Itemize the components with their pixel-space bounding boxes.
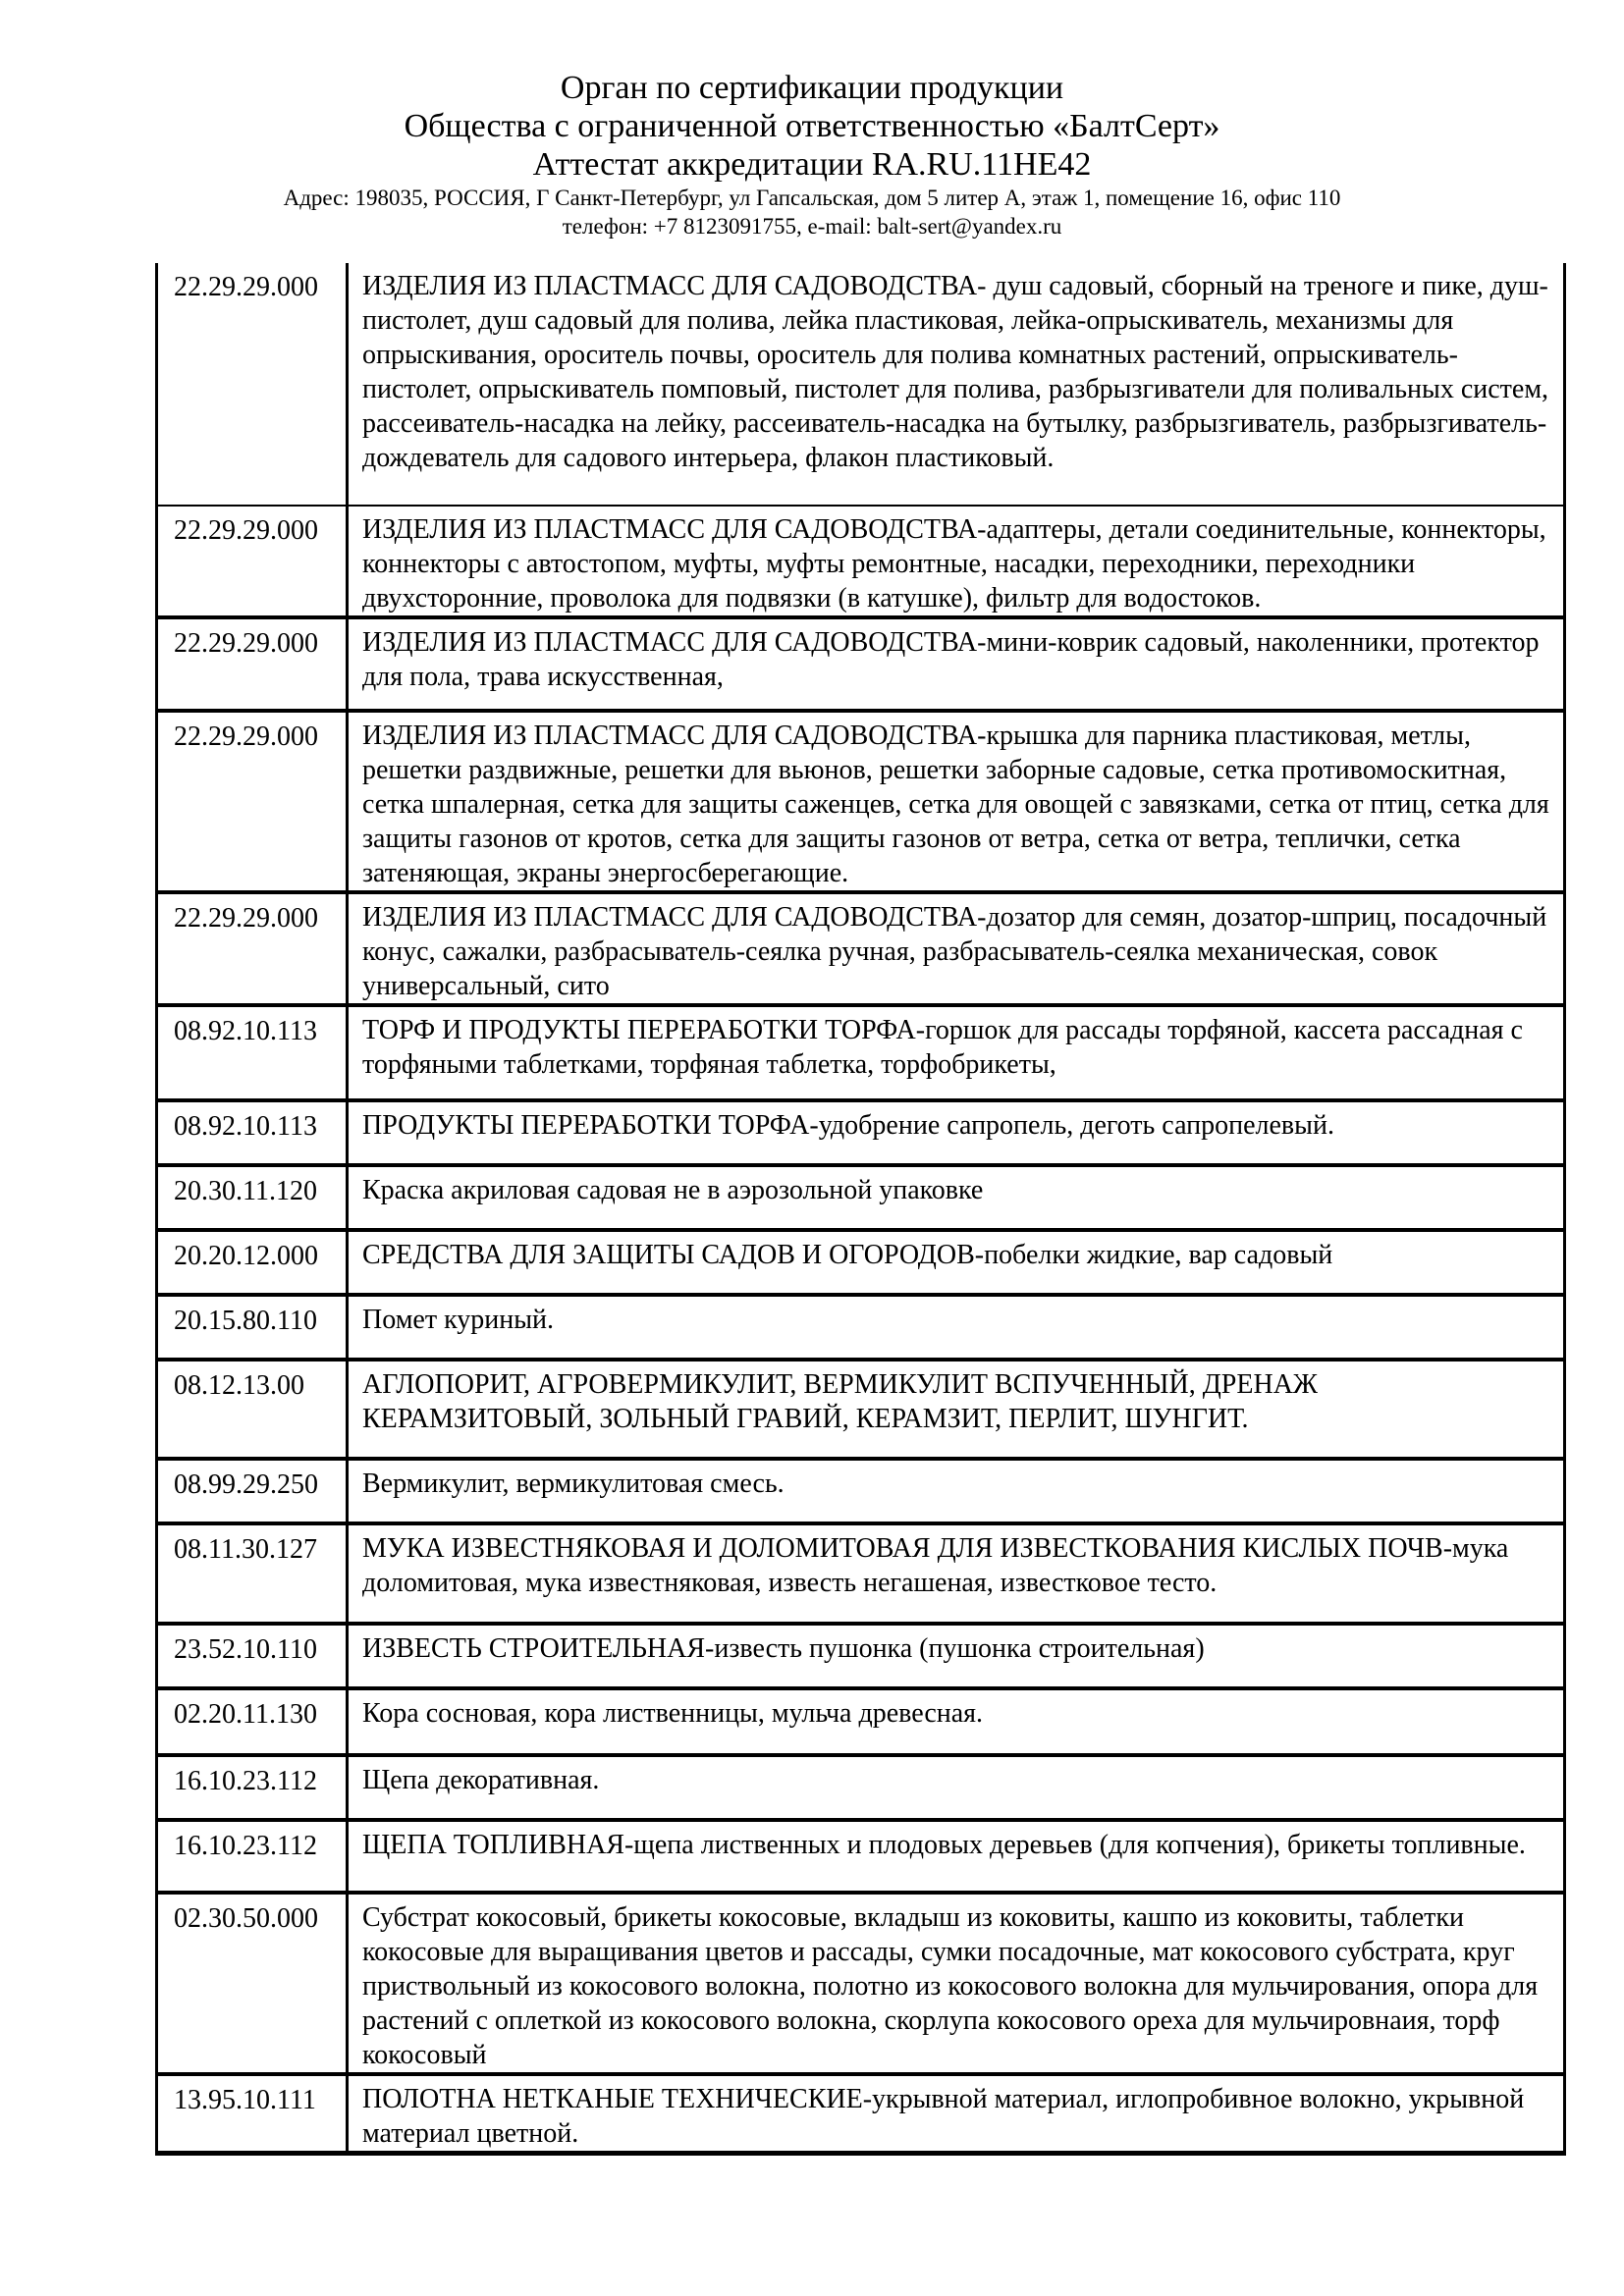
code-cell: 20.30.11.120 <box>155 1167 349 1228</box>
table-row <box>155 1098 1566 1163</box>
description-cell: ИЗДЕЛИЯ ИЗ ПЛАСТМАСС ДЛЯ САДОВОДСТВА- душ садовый, сборный на треноге и пике, душ-пистолет, душ садовый для полива, лейка пластиковая, лейка-опрыскиватель, механизмы для опрыскивания, ороситель почвы, ороситель для полива комнатных растений, опрыскиватель-пистолет, опрыскиватель помповый, пистолет для полива, разбрызгиватели для поливальных систем, рассеиватель-насадка на лейку, рассеиватель-насадка на бутылку, разбрызгиватель, разбрызгиватель-дождеватель для садового интерьера, флакон пластиковый. <box>349 263 1566 505</box>
code-cell: 23.52.10.110 <box>155 1626 349 1686</box>
table-row <box>155 1358 1566 1457</box>
description-cell: ЩЕПА ТОПЛИВНАЯ-щепа лиственных и плодовых деревьев (для копчения), брикеты топливные. <box>349 1822 1566 1891</box>
table-row <box>155 890 1566 1003</box>
table-row <box>155 263 1566 505</box>
code-cell: 08.92.10.113 <box>155 1007 349 1098</box>
description-cell: ИЗВЕСТЬ СТРОИТЕЛЬНАЯ-известь пушонка (пушонка строительная) <box>349 1626 1566 1686</box>
description-cell: Помет куриный. <box>349 1297 1566 1358</box>
code-cell: 02.30.50.000 <box>155 1895 349 2072</box>
table-row <box>155 1753 1566 1818</box>
org-name-line: Общества с ограниченной ответственностью «БалтСерт» <box>404 108 1220 144</box>
description-cell: МУКА ИЗВЕСТНЯКОВАЯ И ДОЛОМИТОВАЯ ДЛЯ ИЗВЕСТКОВАНИЯ КИСЛЫХ ПОЧВ-мука доломитовая, мука известняковая, известь негашеная, известковое тесто. <box>349 1525 1566 1622</box>
table-row <box>155 1228 1566 1293</box>
code-cell: 22.29.29.000 <box>155 619 349 709</box>
table-row <box>155 1686 1566 1753</box>
table-row <box>155 2072 1566 2151</box>
description-cell: ПОЛОТНА НЕТКАНЫЕ ТЕХНИЧЕСКИЕ-укрывной материал, иглопробивное волокно, укрывной материал цветной. <box>349 2076 1566 2151</box>
code-cell: 20.20.12.000 <box>155 1232 349 1293</box>
table-row <box>155 1293 1566 1358</box>
contact-line: телефон: +7 8123091755, e-mail: balt-sert@yandex.ru <box>562 214 1062 239</box>
code-cell: 22.29.29.000 <box>155 507 349 615</box>
description-cell: ТОРФ И ПРОДУКТЫ ПЕРЕРАБОТКИ ТОРФА-горшок для рассады торфяной, кассета рассадная с торфяными таблетками, торфяная таблетка, торфобрикеты, <box>349 1007 1566 1098</box>
description-cell: Краска акриловая садовая не в аэрозольной упаковке <box>349 1167 1566 1228</box>
description-cell: Вермикулит, вермикулитовая смесь. <box>349 1461 1566 1522</box>
description-cell: ИЗДЕЛИЯ ИЗ ПЛАСТМАСС ДЛЯ САДОВОДСТВА-мини-коврик садовый, наколенники, протектор для пола, трава искусственная, <box>349 619 1566 709</box>
code-cell: 02.20.11.130 <box>155 1690 349 1753</box>
description-cell: СРЕДСТВА ДЛЯ ЗАЩИТЫ САДОВ И ОГОРОДОВ-побелки жидкие, вар садовый <box>349 1232 1566 1293</box>
accreditation-line: Аттестат аккредитации RA.RU.11НЕ42 <box>532 146 1092 183</box>
table-row <box>155 1522 1566 1622</box>
table-row <box>155 505 1566 615</box>
address-line: Адрес: 198035, РОССИЯ, Г Санкт-Петербург, ул Гапсальская, дом 5 литер А, этаж 1, помещение 16, офис 110 <box>283 186 1341 210</box>
description-cell: ИЗДЕЛИЯ ИЗ ПЛАСТМАСС ДЛЯ САДОВОДСТВА-адаптеры, детали соединительные, коннекторы, коннекторы с автостопом, муфты, муфты ремонтные, насадки, переходники, переходники двухсторонние, проволока для подвязки (в катушке), фильтр для водостоков. <box>349 507 1566 615</box>
description-cell: Кора сосновая, кора лиственницы, мульча древесная. <box>349 1690 1566 1753</box>
description-cell: ИЗДЕЛИЯ ИЗ ПЛАСТМАСС ДЛЯ САДОВОДСТВА-крышка для парника пластиковая, метлы, решетки раздвижные, решетки для вьюнов, решетки заборные садовые, сетка противомоскитная, сетка шпалерная, сетка для защиты саженцев, сетка для овощей с завязками, сетка от птиц, сетка для защиты газонов от кротов, сетка для защиты газонов от ветра, сетка от ветра, теплички, сетка затеняющая, экраны энергосберегающие. <box>349 713 1566 890</box>
table-row <box>155 1003 1566 1098</box>
code-cell: 08.99.29.250 <box>155 1461 349 1522</box>
table-row <box>155 1622 1566 1686</box>
code-cell: 22.29.29.000 <box>155 263 349 505</box>
description-cell: ИЗДЕЛИЯ ИЗ ПЛАСТМАСС ДЛЯ САДОВОДСТВА-дозатор для семян, дозатор-шприц, посадочный конус, сажалки, разбрасыватель-сеялка ручная, разбрасыватель-сеялка механическая, совок универсальный, сито <box>349 894 1566 1003</box>
description-cell: Щепа декоративная. <box>349 1757 1566 1818</box>
code-cell: 22.29.29.000 <box>155 713 349 890</box>
code-cell: 22.29.29.000 <box>155 894 349 1003</box>
table-row <box>155 1163 1566 1228</box>
code-cell: 13.95.10.111 <box>155 2076 349 2151</box>
table-row <box>155 1818 1566 1891</box>
description-cell: АГЛОПОРИТ, АГРОВЕРМИКУЛИТ, ВЕРМИКУЛИТ ВСПУЧЕННЫЙ, ДРЕНАЖ КЕРАМЗИТОВЫЙ, ЗОЛЬНЫЙ ГРАВИЙ, КЕРАМЗИТ, ПЕРЛИТ, ШУНГИТ. <box>349 1362 1566 1457</box>
code-cell: 08.92.10.113 <box>155 1102 349 1163</box>
code-cell: 20.15.80.110 <box>155 1297 349 1358</box>
table-row <box>155 1891 1566 2072</box>
description-cell: ПРОДУКТЫ ПЕРЕРАБОТКИ ТОРФА-удобрение сапропель, деготь сапропелевый. <box>349 1102 1566 1163</box>
products-table <box>155 263 1566 2156</box>
code-cell: 08.11.30.127 <box>155 1525 349 1622</box>
org-title-line: Орган по сертификации продукции <box>560 70 1064 106</box>
table-row <box>155 709 1566 890</box>
table-row <box>155 615 1566 709</box>
description-cell: Субстрат кокосовый, брикеты кокосовые, вкладыш из коковиты, кашпо из коковиты, таблетки кокосовые для выращивания цветов и рассады, сумки посадочные, мат кокосового субстрата, круг приствольный из кокосового волокна, полотно из кокосового волокна для мульчирования, опора для растений с оплеткой из кокосового волокна, скорлупа кокосового ореха для мульчировнаия, торф кокосовый <box>349 1895 1566 2072</box>
code-cell: 08.12.13.00 <box>155 1362 349 1457</box>
table-row <box>155 1457 1566 1522</box>
code-cell: 16.10.23.112 <box>155 1822 349 1891</box>
document-header <box>0 69 1624 240</box>
code-cell: 16.10.23.112 <box>155 1757 349 1818</box>
